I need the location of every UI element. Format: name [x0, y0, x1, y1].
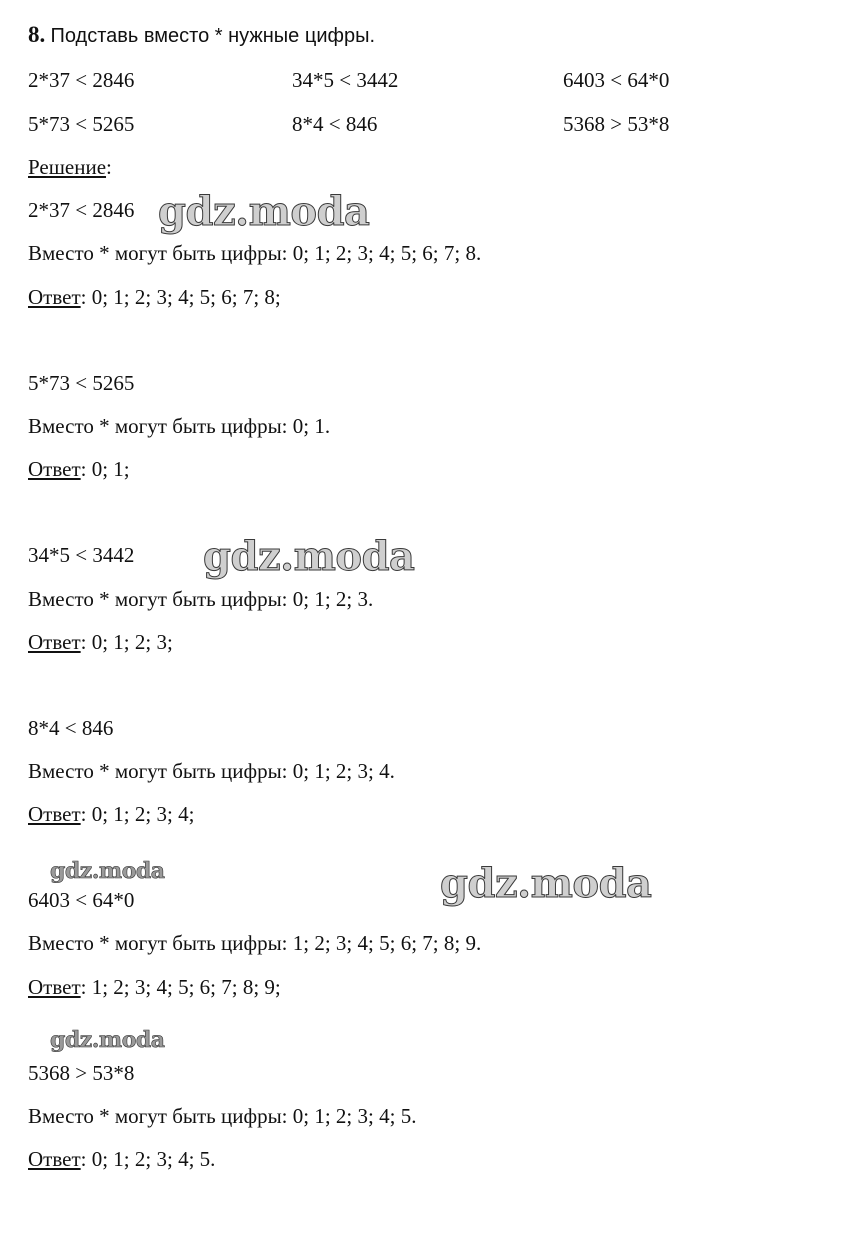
- block-1-answer: [28, 284, 281, 310]
- block-2-answer: [28, 456, 130, 482]
- answer-value: : 0; 1;: [80, 457, 130, 481]
- answer-label: Ответ: [28, 975, 81, 999]
- problem-2: 34*5 < 3442: [292, 68, 399, 92]
- block-6-explanation: Вместо * могут быть цифры: 0; 1; 2; 3; 4; 5.: [28, 1104, 417, 1128]
- block-4-expression: 8*4 < 846: [28, 716, 114, 740]
- task-header: [28, 22, 375, 49]
- block-5-answer: [28, 974, 281, 1000]
- block-3-answer: [28, 629, 173, 655]
- watermark-logo: gdz.moda: [440, 860, 652, 907]
- watermark-logo: gdz.moda: [203, 533, 415, 580]
- solution-heading-text: Решение: [28, 155, 107, 179]
- answer-value: : 0; 1; 2; 3; 4; 5.: [80, 1147, 216, 1171]
- block-1-expression: 2*37 < 2846: [28, 198, 135, 222]
- watermark-logo: gdz.moda: [50, 1027, 165, 1053]
- answer-label: Ответ: [28, 457, 81, 481]
- problem-1: 2*37 < 2846: [28, 68, 135, 92]
- block-6-expression: 5368 > 53*8: [28, 1061, 135, 1085]
- answer-label: Ответ: [28, 285, 81, 309]
- block-1-explanation: Вместо * могут быть цифры: 0; 1; 2; 3; 4; 5; 6; 7; 8.: [28, 241, 482, 265]
- block-4-explanation: Вместо * могут быть цифры: 0; 1; 2; 3; 4.: [28, 759, 395, 783]
- block-5-expression: 6403 < 64*0: [28, 888, 135, 912]
- answer-label: Ответ: [28, 1147, 81, 1171]
- answer-value: : 0; 1; 2; 3; 4; 5; 6; 7; 8;: [80, 285, 281, 309]
- solution-heading: [28, 154, 112, 180]
- block-3-expression: 34*5 < 3442: [28, 543, 135, 567]
- watermark-logo: gdz.moda: [158, 188, 370, 235]
- problem-3: 6403 < 64*0: [563, 68, 670, 92]
- answer-value: : 0; 1; 2; 3; 4;: [80, 802, 195, 826]
- block-5-explanation: Вместо * могут быть цифры: 1; 2; 3; 4; 5; 6; 7; 8; 9.: [28, 931, 482, 955]
- task-instruction: Подставь вместо * нужные цифры.: [50, 25, 376, 47]
- problem-5: 8*4 < 846: [292, 112, 378, 136]
- block-2-expression: 5*73 < 5265: [28, 371, 135, 395]
- problem-4: 5*73 < 5265: [28, 112, 135, 136]
- block-3-explanation: Вместо * могут быть цифры: 0; 1; 2; 3.: [28, 587, 374, 611]
- answer-label: Ответ: [28, 802, 81, 826]
- answer-value: : 1; 2; 3; 4; 5; 6; 7; 8; 9;: [80, 975, 281, 999]
- task-number: 8.: [28, 22, 46, 47]
- answer-label: Ответ: [28, 630, 81, 654]
- solution-heading-colon: :: [106, 155, 112, 179]
- watermark-logo: gdz.moda: [50, 858, 165, 884]
- answer-value: : 0; 1; 2; 3;: [80, 630, 173, 654]
- block-2-explanation: Вместо * могут быть цифры: 0; 1.: [28, 414, 331, 438]
- block-6-answer: [28, 1146, 215, 1172]
- block-4-answer: [28, 801, 194, 827]
- problem-6: 5368 > 53*8: [563, 112, 670, 136]
